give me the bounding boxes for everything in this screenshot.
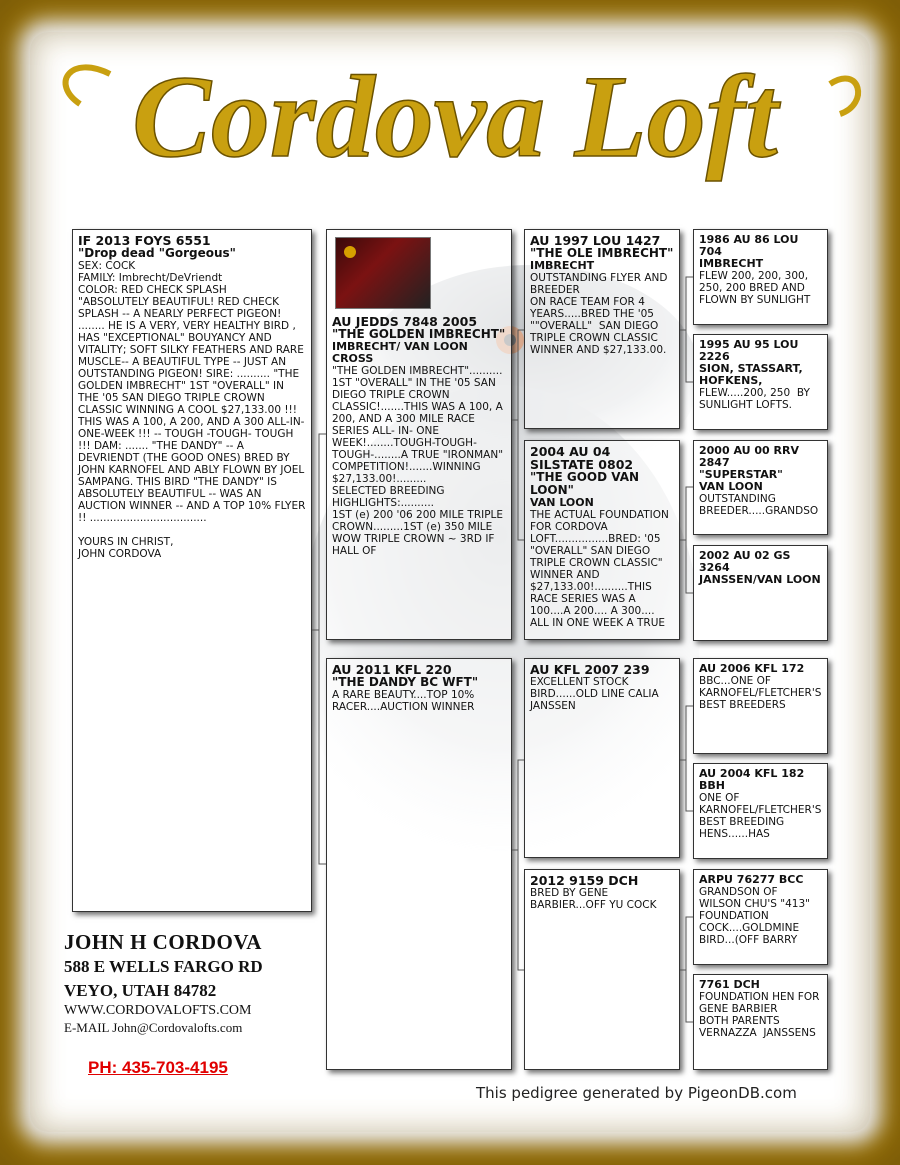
sdd-card[interactable] — [693, 545, 828, 641]
sds-name: "SUPERSTAR" — [699, 468, 783, 481]
dsd-id: AU 2004 KFL 182 BBH — [699, 767, 805, 792]
sire-name: "THE GOLDEN IMBRECHT" — [332, 327, 506, 341]
dss-card[interactable] — [693, 658, 828, 754]
sire-sire-card[interactable] — [524, 229, 680, 429]
footer-credit[interactable]: This pedigree generated by PigeonDB.com — [476, 1084, 797, 1102]
dam-dam-card[interactable] — [524, 869, 680, 1070]
dds-card[interactable] — [693, 869, 828, 965]
dsd-description: ONE OF KARNOFEL/FLETCHER'S BEST BREEDING HENS......HAS — [699, 792, 825, 840]
sire-dam-strain: VAN LOON — [530, 496, 594, 509]
sire-sire-strain: IMBRECHT — [530, 259, 595, 272]
subject-name: "Drop dead "Gorgeous" — [78, 246, 236, 260]
sire-dam-description: THE ACTUAL FOUNDATION FOR CORDOVA LOFT................BRED: '05 "OVERALL" SAN DIEGO TRIPLE CROWN CLASSIC" WINNER AND $27,133.00!..........THIS RACE SERIES WAS A 100....A 200.... A 300.... ALL IN ONE WEEK A TRUE — [530, 509, 673, 629]
dam-dam-id: 2012 9159 DCH — [530, 873, 639, 888]
dds-id: ARPU 76277 BCC — [699, 873, 804, 886]
subject-card[interactable] — [72, 229, 312, 912]
sire-card[interactable] — [326, 229, 512, 640]
sire-sire-description: OUTSTANDING FLYER AND BREEDER ON RACE TEAM FOR 4 YEARS.....BRED THE '05 ""OVERALL" SAN DIEGO TRIPLE CROWN CLASSIC WINNER AND $27,133.00. — [530, 272, 668, 356]
ssd-description: FLEW.....200, 250 BY SUNLIGHT LOFTS. — [699, 387, 814, 411]
ssd-id: 1995 AU 95 LOU 2226 — [699, 338, 799, 363]
sire-dam-id: 2004 AU 04 SILSTATE 0802 — [530, 444, 634, 472]
dds-description: GRANDSON OF WILSON CHU'S "413" FOUNDATION COCK....GOLDMINE BIRD...(OFF BARRY — [699, 886, 814, 946]
sds-strain: VAN LOON — [699, 480, 763, 493]
sds-description: OUTSTANDING BREEDER.....GRANDSO — [699, 493, 819, 517]
sire-dam-card[interactable] — [524, 440, 680, 640]
dss-id: AU 2006 KFL 172 — [699, 662, 805, 675]
sdd-strain: JANSSEN/VAN LOON — [699, 573, 821, 586]
logo-text: Cordova Loft — [132, 51, 778, 182]
dam-sire-id: AU KFL 2007 239 — [530, 662, 650, 677]
dsd-card[interactable] — [693, 763, 828, 859]
sss-description: FLEW 200, 200, 300, 250, 200 BRED AND FLOWN BY SUNLIGHT — [699, 270, 812, 306]
ssd-strain: SION, STASSART, HOFKENS, — [699, 362, 803, 387]
dam-id: AU 2011 KFL 220 — [332, 662, 452, 677]
sire-sire-id: AU 1997 LOU 1427 — [530, 233, 661, 248]
cordova-loft-logo — [40, 44, 870, 184]
contact-address-line1: 588 E WELLS FARGO RD — [64, 957, 263, 976]
sss-strain: IMBRECHT — [699, 257, 764, 270]
sss-id: 1986 AU 86 LOU 704 — [699, 233, 799, 258]
contact-address-line2: VEYO, UTAH 84782 — [64, 981, 217, 1000]
ddd-card[interactable] — [693, 974, 828, 1070]
sds-card[interactable] — [693, 440, 828, 535]
sire-dam-name: "THE GOOD VAN LOON" — [530, 470, 640, 497]
ddd-id: 7761 DCH — [699, 978, 760, 991]
dam-sire-description: EXCELLENT STOCK BIRD......OLD LINE CALIA JANSSEN — [530, 676, 663, 712]
ssd-card[interactable] — [693, 334, 828, 430]
subject-description: SEX: COCK FAMILY: Imbrecht/DeVriendt COLOR: RED CHECK SPLASH "ABSOLUTELY BEAUTIFUL! RED CHECK SPLASH -- A NEARLY PERFECT PIGEON! ........ HE IS A VERY, VERY HEALTHY BIRD , HAS "EXCEPTIONAL" BOUYANCY AND VITALITY; SOFT SILKY FEATHERS AND RARE MUSCLE-- A BEAUTIFUL TYPE -- JUST AN OUTSTANDING PIGEON! SIRE: .......... "THE GOLDEN IMBRECHT" 1ST "OVERALL" IN THE '05 SAN DIEGO TRIPLE CROWN CLASSIC WINNING A COOL $27,133.00 !!! THIS WAS A 100, A 200, AND A 300 ALL-IN-ONE-WEEK !!! -- TOUGH -TOUGH- TOUGH !!! DAM: ....... "THE DANDY" -- A DEVRIENDT (THE GOOD ONES) BRED BY JOHN KARNOFEL AND ABLY FLOWN BY JOEL SAMPANG. THIS BIRD "THE DANDY" IS ABSOLUTELY BEAUTIFUL -- WAS AN AUCTION WINNER -- AND A TOP 10% FLYER !! ................................... YOURS IN CHRIST, JOHN CORDOVA — [78, 260, 306, 560]
contact-website[interactable]: WWW.CORDOVALOFTS.COM — [64, 1003, 252, 1018]
sire-strain: IMBRECHT/ VAN LOON CROSS — [332, 340, 468, 365]
dss-description: BBC...ONE OF KARNOFEL/FLETCHER'S BEST BREEDERS — [699, 675, 825, 711]
sss-card[interactable] — [693, 229, 828, 325]
sdd-id: 2002 AU 02 GS 3264 — [699, 549, 791, 574]
dam-name: "THE DANDY BC WFT" — [332, 675, 479, 689]
sire-photo[interactable] — [335, 237, 431, 309]
subject-id: IF 2013 FOYS 6551 — [78, 233, 211, 248]
sds-id: 2000 AU 00 RRV 2847 — [699, 444, 799, 469]
dam-description: A RARE BEAUTY....TOP 10% RACER....AUCTION WINNER — [332, 689, 478, 713]
contact-email[interactable]: E-MAIL John@Cordovalofts.com — [64, 1020, 243, 1035]
phone-link[interactable]: PH: 435-703-4195 — [88, 1058, 228, 1077]
dam-dam-description: BRED BY GENE BARBIER...OFF YU COCK — [530, 887, 657, 911]
dam-sire-card[interactable] — [524, 658, 680, 858]
contact-block — [64, 930, 319, 1065]
sire-description: "THE GOLDEN IMBRECHT".......... 1ST "OVERALL" IN THE '05 SAN DIEGO TRIPLE CROWN CLASSIC!.......THIS WAS A 100, A 200, AND A 300 MILE RACE SERIES ALL- IN- ONE WEEK!........TOUGH-TOUGH-TOUGH-........A TRUE "IRONMAN" COMPETITION!.......WINNING $27,133.00!......... SELECTED BREEDING HIGHLIGHTS:.......... 1ST (e) 200 '06 200 MILE TRIPLE CROWN.........1ST (e) 350 MILE WOW TRIPLE CROWN ~ 3RD IF HALL OF — [332, 365, 504, 557]
contact-name: JOHN H CORDOVA — [64, 930, 262, 954]
ddd-description: FOUNDATION HEN FOR GENE BARBIER BOTH PARENTS VERNAZZA JANSSENS — [699, 991, 820, 1039]
dam-card[interactable] — [326, 658, 512, 1070]
sire-id: AU JEDDS 7848 2005 — [332, 314, 478, 329]
sire-sire-name: "THE OLE IMBRECHT" — [530, 246, 674, 260]
